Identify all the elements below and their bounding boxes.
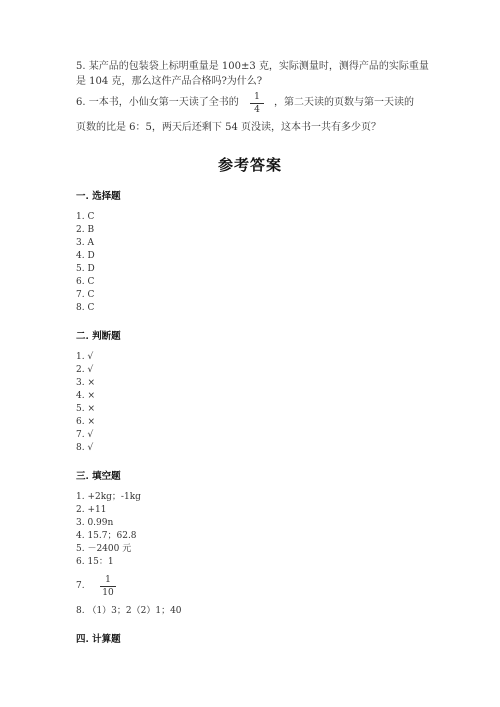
list-item: 7. √ bbox=[76, 430, 94, 440]
answer-7-fraction bbox=[100, 575, 116, 598]
list-item: 6. 15：1 bbox=[76, 557, 114, 567]
question-6-line-1-end: ，第二天读的页数与第一天读的 bbox=[274, 97, 414, 108]
list-item: 1. C bbox=[76, 212, 95, 222]
section-heading-multiple-choice: 一. 选择题 bbox=[76, 191, 121, 202]
list-item: 7. C bbox=[76, 290, 95, 300]
list-item: 8. √ bbox=[76, 443, 94, 453]
list-item: 3. × bbox=[76, 378, 95, 388]
list-item: 4. 15.7；62.8 bbox=[76, 531, 137, 541]
list-item: 1. +2kg；-1kg bbox=[76, 492, 141, 502]
list-item: 8. （1）3；2（2）1；40 bbox=[76, 606, 182, 616]
list-item: 3. A bbox=[76, 238, 94, 248]
answer-7-fraction-denominator: 10 bbox=[102, 588, 114, 598]
list-item: 5. D bbox=[76, 264, 95, 274]
question-5-line-1: 5. 某产品的包装袋上标明重量是 100±3 克，实际测量时，测得产品的实际重量 bbox=[76, 61, 429, 72]
section-heading-true-false: 二. 判断题 bbox=[76, 331, 121, 342]
question-6-line-1-start: 6. 一本书，小仙女第一天读了全书的 bbox=[76, 97, 239, 108]
list-item: 2. √ bbox=[76, 365, 94, 375]
list-item: 3. 0.99n bbox=[76, 518, 114, 528]
list-item: 1. √ bbox=[76, 352, 94, 362]
fraction-bar bbox=[250, 103, 264, 104]
page-title: 参考答案 bbox=[217, 156, 282, 174]
list-item: 6. × bbox=[76, 417, 95, 427]
list-item: 6. C bbox=[76, 277, 95, 287]
list-item: 2. +11 bbox=[76, 505, 107, 515]
question-6-line-2: 页数的比是 6：5，两天后还剩下 54 页没读，这本书一共有多少页？ bbox=[76, 122, 381, 133]
fraction-bar bbox=[100, 586, 116, 587]
question-5-line-2: 是 104 克，那么这件产品合格吗?为什么? bbox=[76, 76, 263, 87]
answer-7-label: 7. bbox=[76, 581, 85, 591]
list-item: 5. × bbox=[76, 404, 95, 414]
list-item: 4. D bbox=[76, 251, 95, 261]
list-item: 5. －2400 元 bbox=[76, 544, 132, 554]
answer-7-fraction-numerator: 1 bbox=[105, 575, 111, 585]
section-heading-fill-in-blank: 三. 填空题 bbox=[76, 471, 121, 482]
list-item: 4. × bbox=[76, 391, 95, 401]
section-heading-calculation: 四. 计算题 bbox=[76, 634, 121, 645]
list-item: 8. C bbox=[76, 303, 95, 313]
question-6-fraction-numerator: 1 bbox=[254, 92, 260, 102]
question-6-fraction bbox=[250, 92, 264, 115]
list-item: 2. B bbox=[76, 225, 95, 235]
question-6-fraction-denominator: 4 bbox=[254, 105, 260, 115]
